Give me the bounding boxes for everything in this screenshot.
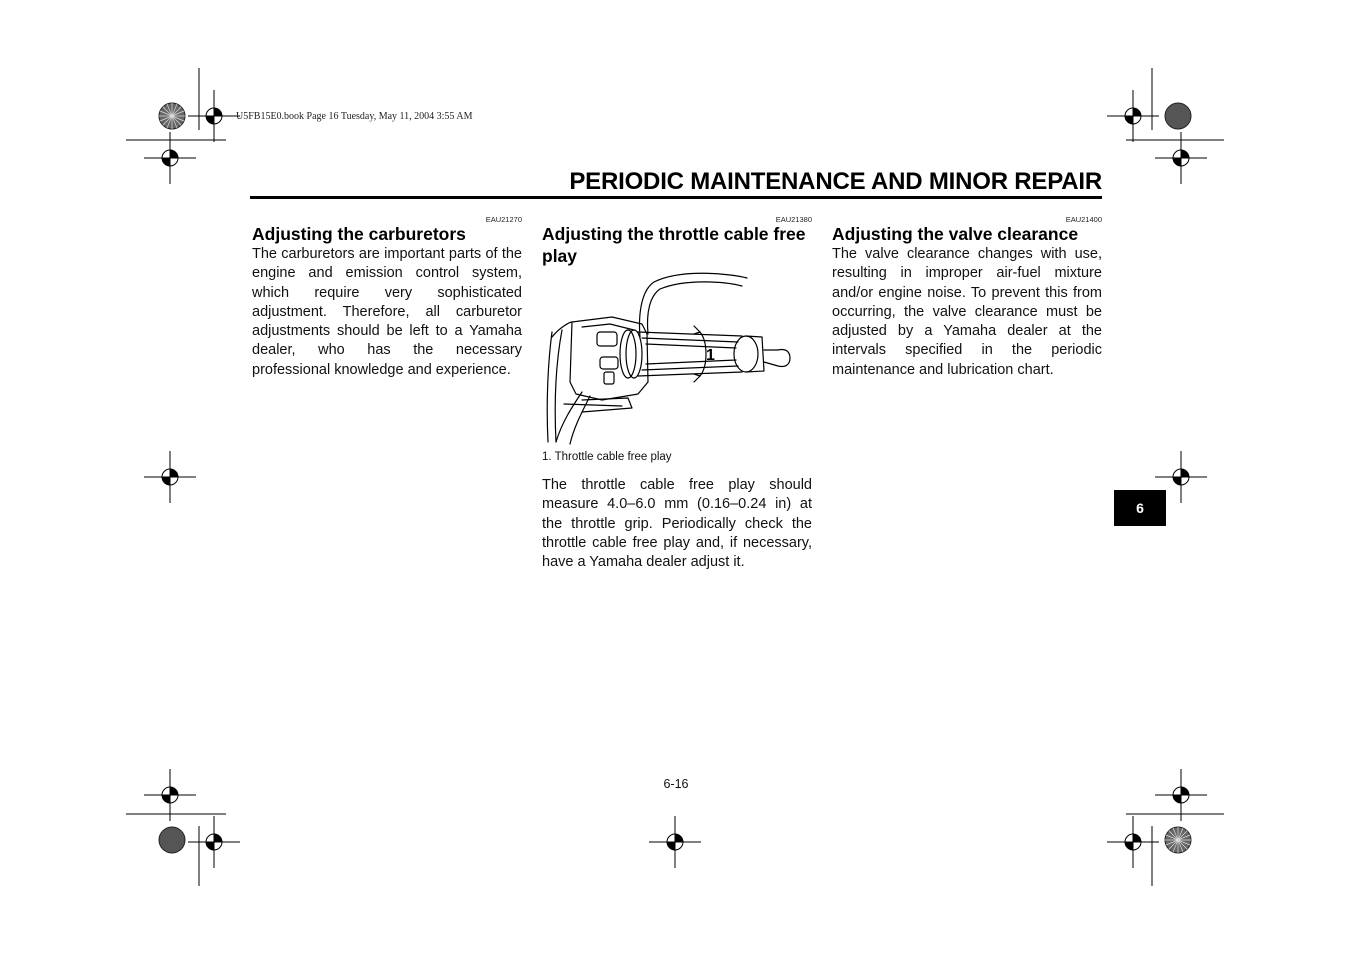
registration-star-mark: [1165, 103, 1191, 129]
section-code: EAU21380: [775, 215, 812, 224]
section-body-carburetors: The carburetors are important parts of the engine and emission control system, which require very sophisticated adjustment. Therefore, all carburetor adjustments should be left to a Yamaha dealer, who has the necessary professional knowledge and experience.: [252, 246, 522, 378]
page-title: PERIODIC MAINTENANCE AND MINOR REPAIR: [569, 168, 1102, 195]
title-rule: [250, 196, 1102, 199]
section-heading-throttle: Adjusting the throttle cable free play: [542, 224, 806, 266]
registration-mark: [1107, 816, 1159, 868]
registration-star-mark: [1165, 827, 1191, 853]
section-code: EAU21270: [485, 215, 522, 224]
section-body-valve: The valve clearance changes with use, resulting in improper air-fuel mixture and/or engine noise. To prevent this from occurring, the valve clearance must be adjusted by a Yamaha dealer at the intervals specified in the periodic maintenance and lubrication chart.: [832, 246, 1102, 378]
registration-mark: [1107, 90, 1159, 142]
file-stamp: U5FB15E0.book Page 16 Tuesday, May 11, 2004 3:55 AM: [236, 111, 473, 122]
registration-mark: [649, 816, 701, 868]
registration-mark: [144, 451, 196, 503]
registration-star-mark: [159, 103, 185, 129]
registration-mark: [188, 90, 240, 142]
section-body-throttle: The throttle cable free play should measure 4.0–6.0 mm (0.16–0.24 in) at the throttle grip. Periodically check the throttle cable free play and, if necessary, have a Yamaha dealer adjust it.: [542, 477, 812, 571]
registration-mark: [188, 816, 240, 868]
page-number: 6-16: [663, 777, 689, 791]
section-heading-carburetors: Adjusting the carburetors: [252, 224, 466, 244]
section-code: EAU21400: [1065, 215, 1102, 224]
registration-mark: [1155, 769, 1207, 821]
registration-star-mark: [159, 827, 185, 853]
section-heading-valve: Adjusting the valve clearance: [832, 224, 1079, 244]
registration-mark: [144, 769, 196, 821]
figure-caption: 1. Throttle cable free play: [542, 451, 672, 463]
throttle-grip-illustration: [542, 272, 802, 446]
chapter-tab: 6: [1114, 490, 1166, 526]
callout-number: 1: [706, 347, 715, 364]
